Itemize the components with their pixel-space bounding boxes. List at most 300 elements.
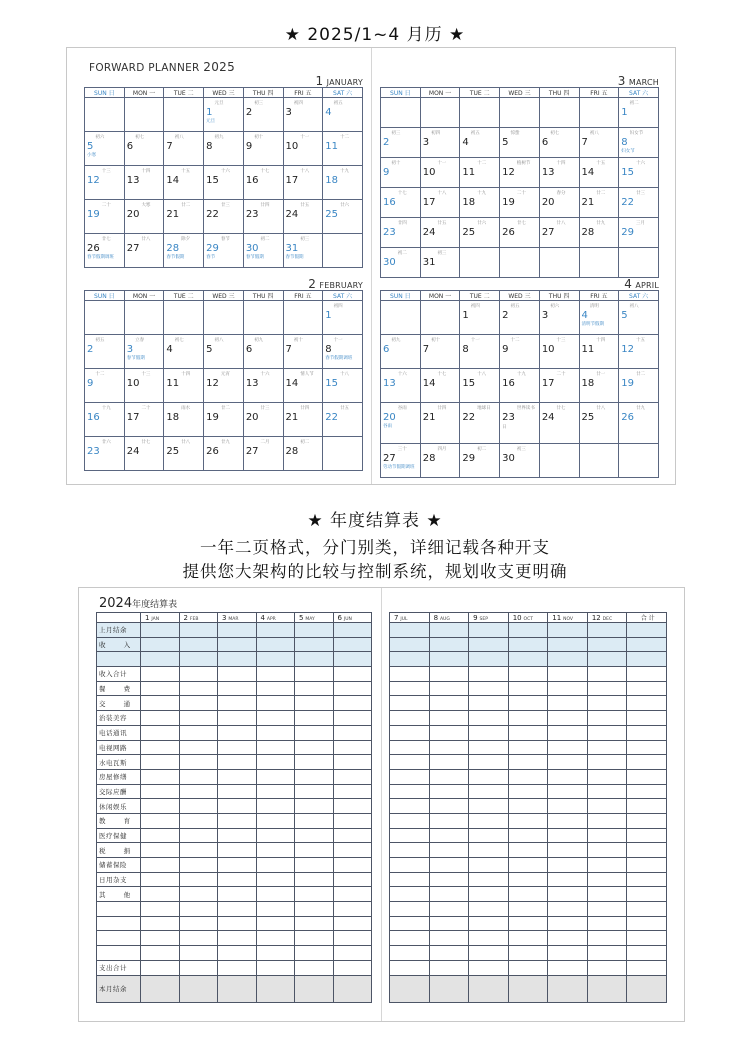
ledger-cell [548, 652, 588, 667]
ledger-cell [295, 696, 334, 711]
day-number: 6 [126, 141, 134, 152]
weekday-header: WED 三 [500, 88, 540, 98]
lunar-date: 廿五 [300, 203, 310, 208]
row-label: 储蓄保险 [97, 858, 141, 873]
ledger-cell [333, 769, 372, 784]
day-cell [619, 218, 659, 248]
day-cell [420, 403, 460, 444]
lunar-date: 十八 [339, 372, 349, 377]
day-cell [500, 128, 540, 158]
ledger-cell [256, 799, 295, 814]
day-number: 6 [245, 344, 253, 355]
ledger-cell [469, 799, 509, 814]
lunar-date: 十六 [397, 372, 407, 377]
ledger-row [97, 652, 372, 667]
day-cell [323, 98, 363, 132]
month-abbr: MAY [305, 616, 315, 622]
day-number: 18 [166, 412, 180, 423]
month-abbr: AUG [439, 616, 450, 622]
day-cell [243, 98, 283, 132]
day-cell [243, 369, 283, 403]
ledger-cell [390, 769, 430, 784]
day-number: 2 [502, 310, 509, 321]
weekday-header: SAT 六 [619, 291, 659, 301]
weekday-header: FRI 五 [283, 291, 323, 301]
day-cell [579, 188, 619, 218]
ledger-cell [256, 843, 295, 858]
row-label: 水电瓦斯 [97, 755, 141, 770]
lunar-date: 廿二 [220, 406, 230, 411]
ledger-cell [429, 916, 469, 931]
ledger-cell [295, 784, 334, 799]
holiday-note: 春节假期 [245, 255, 264, 260]
lunar-date: 十九 [101, 406, 111, 411]
ledger-cell [390, 696, 430, 711]
weekday-header: MON 一 [420, 291, 460, 301]
annual-table-right [389, 612, 667, 1003]
day-cell [579, 301, 619, 335]
ledger-cell [627, 813, 667, 828]
week-row [85, 132, 363, 166]
ledger-cell [333, 975, 372, 1002]
holiday-note: 劳动节假期调班 [383, 465, 415, 470]
day-cell [579, 444, 619, 478]
month-number: 2 [183, 613, 188, 622]
month-abbr: NOV [563, 616, 574, 622]
lunar-date: 十四 [556, 161, 566, 166]
lunar-date: 廿八 [141, 237, 151, 242]
day-cell [124, 369, 164, 403]
lunar-date: 十五 [635, 338, 645, 343]
month-abbr: SEP [479, 616, 488, 622]
day-cell [619, 301, 659, 335]
day-cell [460, 403, 500, 444]
day-number: 10 [422, 167, 436, 178]
ledger-cell [587, 623, 627, 638]
ledger-cell [627, 725, 667, 740]
weekday-header: WED 三 [500, 291, 540, 301]
day-cell [420, 188, 460, 218]
day-number: 1 [206, 107, 213, 118]
ledger-row [390, 667, 667, 682]
week-row [381, 218, 659, 248]
day-cell [460, 335, 500, 369]
ledger-cell [256, 887, 295, 902]
week-row [85, 98, 363, 132]
ledger-cell [218, 872, 257, 887]
ledger-cell [179, 813, 218, 828]
day-number: 17 [126, 412, 140, 423]
day-cell [619, 403, 659, 444]
row-label: 医疗保健 [97, 828, 141, 843]
holiday-note: 春节假期 [285, 255, 304, 260]
ledger-cell [390, 784, 430, 799]
ledger-cell [548, 637, 588, 652]
ledger-cell [141, 813, 180, 828]
day-cell [500, 98, 540, 128]
ledger-cell [587, 916, 627, 931]
ledger-cell [390, 858, 430, 873]
lunar-date: 三十 [397, 447, 407, 452]
ledger-cell [218, 828, 257, 843]
ledger-cell [390, 637, 430, 652]
day-number: 2 [245, 107, 253, 118]
ledger-row [390, 813, 667, 828]
ledger-cell [218, 946, 257, 961]
lunar-date: 十九 [477, 191, 487, 196]
day-number: 9 [245, 141, 253, 152]
lunar-date: 廿三 [260, 406, 270, 411]
day-number: 14 [166, 175, 180, 186]
page-fold [371, 48, 372, 484]
ledger-cell [218, 711, 257, 726]
ledger-cell [627, 975, 667, 1002]
day-number: 8 [621, 137, 628, 148]
week-row [381, 444, 659, 478]
ledger-row [390, 784, 667, 799]
day-number: 15 [462, 378, 476, 389]
ledger-cell [429, 931, 469, 946]
ledger-cell [390, 902, 430, 917]
day-cell [619, 248, 659, 278]
lunar-date: 初六 [95, 135, 105, 140]
holiday-note: 谷雨 [383, 424, 392, 429]
ledger-cell [141, 946, 180, 961]
lunar-date: 初三 [437, 251, 447, 256]
lunar-date: 二十 [141, 406, 151, 411]
ledger-cell [508, 975, 548, 1002]
ledger-cell [141, 843, 180, 858]
day-cell [164, 98, 204, 132]
day-cell [500, 301, 540, 335]
ledger-cell [333, 813, 372, 828]
ledger-cell [295, 711, 334, 726]
ledger-cell [429, 828, 469, 843]
planner-brand [89, 60, 235, 74]
annual-subtitle-2: 提供您大架构的比较与控制系统，规划收支更明确 [182, 562, 568, 581]
week-row [381, 158, 659, 188]
lunar-date: 十五 [596, 161, 606, 166]
ledger-cell [141, 931, 180, 946]
day-cell [204, 132, 244, 166]
lunar-date: 初二 [629, 101, 639, 106]
ledger-cell [548, 975, 588, 1002]
lunar-date: 惊蛰 [510, 131, 520, 136]
month-header-cell [587, 613, 627, 623]
ledger-cell [469, 681, 509, 696]
day-number: 20 [541, 197, 555, 208]
ledger-cell [429, 843, 469, 858]
lunar-date: 初八 [214, 338, 224, 343]
month-number: 1 [315, 74, 324, 88]
annual-heading: ★ 年度结算表 ★ [307, 511, 443, 531]
ledger-cell [627, 858, 667, 873]
ledger-cell [469, 960, 509, 975]
lunar-date: 廿七 [556, 406, 566, 411]
ledger-cell [429, 681, 469, 696]
day-number: 9 [383, 167, 390, 178]
row-label: 休闲娱乐 [97, 799, 141, 814]
day-cell [420, 369, 460, 403]
month-header-cell [218, 613, 257, 623]
ledger-cell [179, 946, 218, 961]
ledger-cell [295, 652, 334, 667]
lunar-date: 二月 [260, 440, 270, 445]
ledger-row [97, 872, 372, 887]
ledger-cell [295, 681, 334, 696]
ledger-cell [469, 902, 509, 917]
lunar-date: 十三 [141, 372, 151, 377]
day-number: 7 [581, 137, 588, 148]
day-number: 21 [166, 209, 180, 220]
day-cell [283, 335, 323, 369]
lunar-date: 植树节 [516, 161, 531, 166]
day-number: 13 [126, 175, 140, 186]
ledger-row [97, 813, 372, 828]
day-number: 12 [206, 378, 219, 389]
month-title [316, 74, 363, 88]
ledger-cell [218, 623, 257, 638]
day-cell [85, 234, 125, 268]
ledger-cell [627, 872, 667, 887]
lunar-date: 元旦 [214, 101, 224, 106]
ledger-cell [508, 960, 548, 975]
day-cell [243, 200, 283, 234]
ledger-cell [390, 887, 430, 902]
total-header-cell: 合 计 [627, 613, 667, 623]
day-cell [539, 218, 579, 248]
ledger-row [97, 946, 372, 961]
lunar-date: 十三 [101, 169, 111, 174]
ledger-cell [218, 740, 257, 755]
lunar-date: 地球日 [477, 406, 491, 411]
ledger-cell [141, 667, 180, 682]
ledger-cell [333, 960, 372, 975]
ledger-cell [295, 843, 334, 858]
ledger-cell [587, 667, 627, 682]
day-number: 26 [621, 412, 634, 423]
ledger-row [390, 740, 667, 755]
ledger-cell [390, 828, 430, 843]
lunar-date: 初九 [214, 135, 224, 140]
month-march [380, 74, 659, 269]
lunar-date: 十四 [596, 338, 606, 343]
ledger-row [390, 828, 667, 843]
ledger-cell [469, 623, 509, 638]
ledger-cell [429, 740, 469, 755]
ledger-cell [548, 843, 588, 858]
day-cell [283, 437, 323, 471]
ledger-cell [508, 637, 548, 652]
lunar-date: 妇女节 [629, 131, 644, 136]
ledger-cell [218, 960, 257, 975]
ledger-cell [508, 652, 548, 667]
month-number: 8 [433, 613, 439, 622]
month-header-cell [469, 613, 509, 623]
day-cell [619, 158, 659, 188]
day-cell [204, 437, 244, 471]
lunar-date: 初九 [391, 338, 401, 343]
ledger-cell [548, 828, 588, 843]
day-number: 1 [325, 310, 332, 321]
month-february [84, 277, 363, 472]
ledger-cell [179, 843, 218, 858]
day-number: 7 [166, 141, 173, 152]
lunar-date: 初七 [550, 131, 560, 136]
ledger-cell [256, 946, 295, 961]
ledger-row [390, 887, 667, 902]
day-cell [164, 437, 204, 471]
ledger-cell [218, 725, 257, 740]
ledger-cell [141, 828, 180, 843]
ledger-cell [429, 902, 469, 917]
month-header-cell [141, 613, 180, 623]
day-number: 30 [502, 453, 515, 464]
day-cell [420, 128, 460, 158]
week-row [85, 166, 363, 200]
day-cell [243, 335, 283, 369]
day-number: 11 [581, 344, 595, 355]
month-number: 3 [617, 74, 626, 88]
lunar-date: 初五 [333, 101, 343, 106]
day-cell [579, 369, 619, 403]
day-cell [204, 98, 244, 132]
ledger-row [390, 696, 667, 711]
ledger-row [97, 755, 372, 770]
day-cell [460, 218, 500, 248]
day-cell [460, 369, 500, 403]
ledger-cell [333, 652, 372, 667]
ledger-cell [429, 784, 469, 799]
ledger-cell [548, 740, 588, 755]
row-label: 其 他 [97, 887, 141, 902]
ledger-cell [218, 931, 257, 946]
ledger-cell [390, 946, 430, 961]
day-cell [283, 301, 323, 335]
ledger-cell [218, 902, 257, 917]
lunar-date: 十五 [181, 169, 191, 174]
day-cell [204, 234, 244, 268]
weekday-header: THU 四 [539, 88, 579, 98]
lunar-date: 三月 [635, 221, 645, 226]
ledger-cell [587, 887, 627, 902]
day-cell [500, 188, 540, 218]
ledger-cell [469, 696, 509, 711]
day-cell [85, 200, 125, 234]
ledger-cell [179, 725, 218, 740]
ledger-cell [333, 946, 372, 961]
ledger-cell [333, 784, 372, 799]
row-label: 电视网路 [97, 740, 141, 755]
ledger-cell [333, 799, 372, 814]
day-cell [500, 403, 540, 444]
ledger-cell [179, 975, 218, 1002]
ledger-cell [141, 755, 180, 770]
ledger-cell [548, 725, 588, 740]
ledger-cell [256, 975, 295, 1002]
ledger-cell [587, 696, 627, 711]
lunar-date: 十四 [181, 372, 191, 377]
day-number: 16 [383, 197, 396, 208]
lunar-date: 十二 [95, 372, 105, 377]
month-title [618, 74, 659, 88]
ledger-cell [295, 872, 334, 887]
lunar-date: 十八 [300, 169, 310, 174]
ledger-row [97, 843, 372, 858]
ledger-cell [179, 740, 218, 755]
day-cell [164, 132, 204, 166]
day-number: 24 [126, 446, 140, 457]
ledger-cell [218, 755, 257, 770]
ledger-cell [256, 711, 295, 726]
ledger-cell [548, 799, 588, 814]
day-number: 4 [462, 137, 469, 148]
day-cell [619, 369, 659, 403]
day-cell [323, 132, 363, 166]
day-number: 18 [325, 175, 338, 186]
day-cell [539, 444, 579, 478]
ledger-cell [627, 637, 667, 652]
ledger-row [97, 784, 372, 799]
day-cell [323, 369, 363, 403]
ledger-row [390, 872, 667, 887]
ledger-cell [256, 755, 295, 770]
ledger-cell [469, 740, 509, 755]
day-number: 28 [581, 227, 595, 238]
ledger-row [390, 916, 667, 931]
ledger-cell [179, 799, 218, 814]
day-cell [164, 234, 204, 268]
lunar-date: 春分 [556, 191, 566, 196]
ledger-cell [429, 755, 469, 770]
ledger-cell [141, 975, 180, 1002]
ledger-cell [295, 637, 334, 652]
ledger-cell [508, 667, 548, 682]
ledger-cell [333, 872, 372, 887]
day-number: 20 [126, 209, 140, 220]
day-cell [579, 248, 619, 278]
day-number: 31 [285, 243, 299, 254]
ledger-cell [508, 740, 548, 755]
ledger-cell [469, 769, 509, 784]
row-label: 税 捐 [97, 843, 141, 858]
ledger-cell [587, 799, 627, 814]
week-row [381, 188, 659, 218]
day-cell [164, 335, 204, 369]
holiday-note: 春节假期 [126, 356, 145, 361]
ledger-cell [548, 711, 588, 726]
month-header-cell [429, 613, 469, 623]
ledger-cell [429, 652, 469, 667]
ledger-cell [508, 813, 548, 828]
ledger-cell [429, 623, 469, 638]
lunar-date: 廿六 [101, 440, 111, 445]
ledger-cell [508, 755, 548, 770]
day-cell [243, 437, 283, 471]
ledger-row [390, 975, 667, 1002]
ledger-cell [548, 872, 588, 887]
row-label: 房屋修缮 [97, 769, 141, 784]
month-january [84, 74, 363, 269]
lunar-date: 十二 [510, 338, 520, 343]
day-number: 18 [581, 378, 595, 389]
day-cell [381, 403, 421, 444]
lunar-date: 廿八 [556, 221, 566, 226]
day-cell [619, 128, 659, 158]
row-label: 电话通讯 [97, 725, 141, 740]
ledger-cell [390, 667, 430, 682]
day-cell [283, 369, 323, 403]
